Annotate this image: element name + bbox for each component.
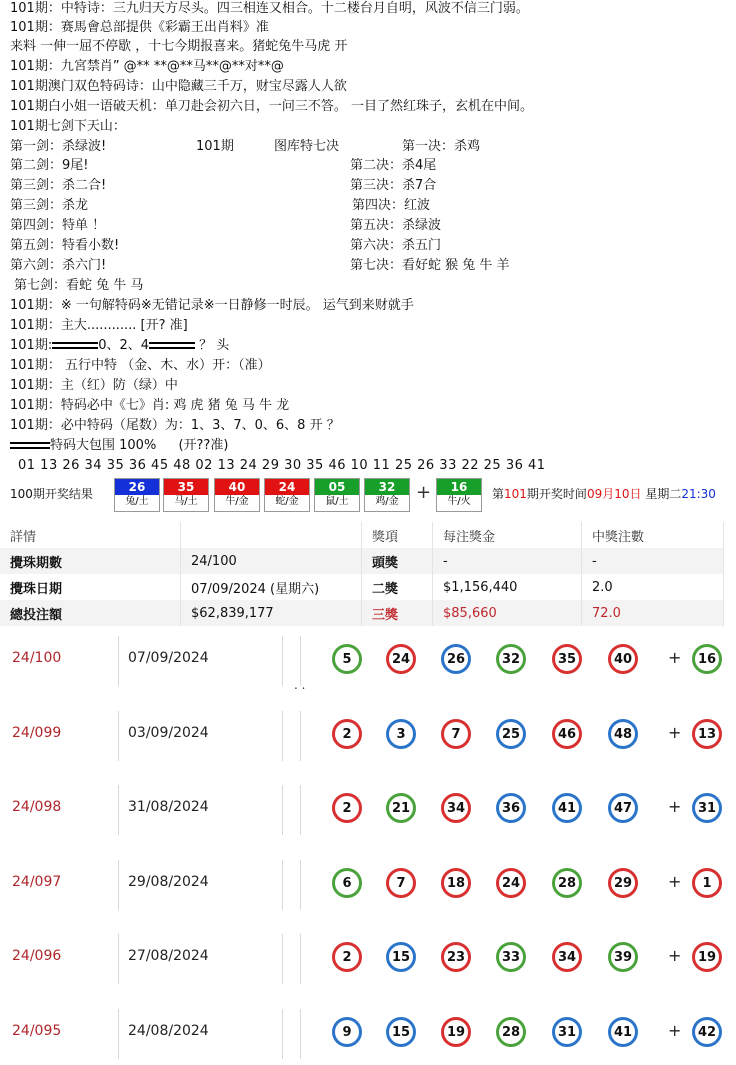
lottery-ball: 26 [441,644,471,674]
lottery-ball: 47 [608,793,638,823]
draw-number[interactable]: 24/097 [12,873,62,890]
number-list: 01 13 26 34 35 36 45 48 02 13 24 29 30 35 46 10 11 25 26 33 22 25 36 41 [18,458,546,473]
prize-table-header: 詳情 獎項 每注獎金 中獎注數 [0,522,724,548]
lottery-ball: 19 [441,1017,471,1047]
lottery-ball: 5 [332,644,362,674]
sword-text: 第六剑：杀六门! [10,258,107,273]
lottery-ball: 21 [386,793,416,823]
history-row[interactable] [0,854,736,916]
lottery-ball: 2 [332,942,362,972]
sword-line [10,177,437,195]
plus-sign: + [416,482,432,503]
result-ball: 32 鸡/金 [364,478,410,512]
draw-number[interactable]: 24/098 [12,799,62,815]
forecast-line: 101期： 五行中特 （金、木、水）开：（准） [10,358,271,373]
qijue-line: 第六决：杀五门 [350,238,442,253]
draw-date: 03/09/2024 [128,724,209,741]
divider [282,934,283,984]
divider [300,860,301,910]
prize-row: 總投注額 $62,839,177 三獎 $85,660 72.0 [0,600,724,626]
result-caption: 100期开奖结果 [10,487,93,501]
lottery-ball: 32 [496,644,526,674]
sword-text: 第一剑：杀绿波! [10,139,107,154]
history-row[interactable] [0,630,736,692]
forecast-line: 101期：九宮禁肖” @** **@**马**@**对**@ [10,59,284,74]
qijue-line: 第五决：杀绿波 [350,218,442,233]
tail-digits: 0、2、4 [98,338,150,353]
dots-mark: . . [294,678,306,692]
prize-row: 攪珠日期 07/09/2024 (星期六) 二獎 $1,156,440 2.0 [0,574,724,600]
special-ball: 16 [692,644,722,674]
lottery-ball: 34 [552,942,582,972]
plus-sign: + [668,946,682,965]
forecast-line: 101期白小姐一语破天机：单刀赴会初六日，一问三不答。 一目了然红珠子，玄机在中间。 [10,99,533,114]
lottery-ball: 15 [386,942,416,972]
result-ball: 26 兔/土 [114,478,160,512]
plus-sign: + [668,722,682,742]
history-row[interactable] [0,705,736,767]
lottery-ball: 7 [386,868,416,898]
draw-date: 24/08/2024 [128,1022,209,1039]
sword-text: 第三剑：杀龙 [10,198,89,213]
history-row[interactable] [0,1003,736,1065]
lottery-ball: 33 [496,942,526,972]
wrap-text: 特码大包围 100% [50,438,157,453]
lottery-ball: 18 [441,868,471,898]
draw-date: 27/08/2024 [128,948,209,964]
history-row[interactable] [0,779,736,841]
divider [282,711,283,761]
divider [282,785,283,835]
lottery-ball: 23 [441,942,471,972]
lottery-ball: 28 [496,1017,526,1047]
draw-number[interactable]: 24/100 [12,650,62,666]
lottery-ball: 39 [608,942,638,972]
qijue-line: 第一决：杀鸡 [402,139,481,154]
lottery-ball: 2 [332,719,362,749]
lottery-ball: 48 [608,719,638,749]
qijue-title: 图库特七决 [274,139,340,154]
lottery-ball: 46 [552,719,582,749]
lottery-ball: 41 [608,1017,638,1047]
divider [118,711,119,761]
next-draw-time: 第101期开奖时间09月10日 星期二21:30 [492,487,716,501]
history-row[interactable] [0,928,736,990]
lottery-ball: 15 [386,1017,416,1047]
divider [282,1009,283,1059]
special-ball: 16 牛/火 [436,478,482,512]
draw-number[interactable]: 24/099 [12,724,62,741]
divider [300,711,301,761]
draw-date: 31/08/2024 [128,799,209,815]
divider [118,934,119,984]
plus-sign: + [668,1020,682,1040]
special-ball: 13 [692,719,722,749]
lottery-ball: 31 [552,1017,582,1047]
lottery-ball: 24 [386,644,416,674]
divider [300,1009,301,1059]
sword-line [10,157,437,175]
tail-text: ？ 头 [199,338,230,353]
result-ball: 24 蛇/金 [264,478,310,512]
qijue-line: 第三决：杀7合 [350,178,437,193]
draw-date: 07/09/2024 [128,650,209,666]
qijue-head: 101期 [196,139,234,154]
sword-line [10,237,442,255]
divider [300,785,301,835]
lottery-ball: 35 [552,644,582,674]
prize-row: 攪珠期數 24/100 頭獎 - - [0,548,724,574]
divider [300,934,301,984]
result-ball: 40 牛/金 [214,478,260,512]
lottery-ball: 9 [332,1017,362,1047]
forecast-line: 101期：中特诗：三九归天方尽头。四三相连又相合。十二楼台月自明，风波不信三门弱。 [10,1,529,16]
lottery-ball: 36 [496,793,526,823]
forecast-line: 101期七剑下天山： [10,119,126,134]
lottery-ball: 34 [441,793,471,823]
forecast-line: 第七剑：看蛇 兔 牛 马 [14,278,144,293]
lottery-ball: 28 [552,868,582,898]
draw-number[interactable]: 24/096 [12,948,62,964]
forecast-line: 101期：必中特码（尾数）为：1、3、7、0、6、8 开 ？ [10,418,340,433]
lottery-ball: 3 [386,719,416,749]
lottery-ball: 7 [441,719,471,749]
forecast-line: 101期：特码必中《七》肖: 鸡 虎 猪 兔 马 牛 龙 [10,398,290,413]
special-ball: 42 [692,1017,722,1047]
sword-text: 第二剑：9尾! [10,158,89,173]
qijue-line: 第七决：看好蛇 猴 兔 牛 羊 [350,258,510,273]
divider [118,860,119,910]
forecast-line-tail: 101期: 0、2、4 ？ 头 [10,338,230,353]
lottery-ball: 2 [332,793,362,823]
lottery-ball: 40 [608,644,638,674]
sword-text: 第三剑：杀二合! [10,178,107,193]
forecast-line: 101期：主（红）防（绿）中 [10,378,178,393]
last-result-strip [0,476,736,512]
divider [118,636,119,686]
draw-date: 29/08/2024 [128,873,209,890]
sword-text: 第五剑：特看小数! [10,238,120,253]
forecast-line: 101期：赛馬會总部提供《彩霸王出肖料》准 [10,20,269,35]
sword-line [10,217,442,235]
divider [282,860,283,910]
lottery-ball: 6 [332,868,362,898]
lottery-ball: 25 [496,719,526,749]
plus-sign: + [668,648,682,667]
sword-line [10,257,510,275]
lottery-ball: 29 [608,868,638,898]
divider [118,1009,119,1059]
forecast-line: 101期：主大............ [开? 准] [10,318,188,333]
bar-mark [149,342,195,349]
forecast-line-wrap [10,437,228,455]
qijue-line: 第二决：杀4尾 [350,158,437,173]
prize-table [0,522,724,626]
sword-line [10,197,431,215]
bar-mark [52,342,98,349]
plus-sign: + [668,871,682,891]
forecast-line: 101期：※ 一句解特码※无错记录※一日静修一时辰。 运气到来财就手 [10,298,414,313]
wrap-status: (开??准) [178,438,229,453]
lottery-ball: 24 [496,868,526,898]
special-ball: 19 [692,942,722,972]
lottery-ball: 41 [552,793,582,823]
special-ball: 1 [692,868,722,898]
divider [118,785,119,835]
result-ball: 05 鼠/土 [314,478,360,512]
divider [282,636,283,686]
bar-mark [10,442,50,449]
sword-text: 第四剑：特单 ！ [10,218,106,233]
sword-line [10,138,481,156]
draw-number[interactable]: 24/095 [12,1022,62,1039]
forecast-line: 101期澳门双色特码诗：山中隐藏三千万，财宝尽露人人欲 [10,79,347,94]
forecast-line: 来料 一伸一屈不停歇 ，十七今期报喜来。猪蛇兔牛马虎 开 [10,39,348,54]
qijue-line: 第四决：红波 [352,198,431,213]
special-ball: 31 [692,793,722,823]
plus-sign: + [668,797,682,816]
result-ball: 35 马/土 [163,478,209,512]
